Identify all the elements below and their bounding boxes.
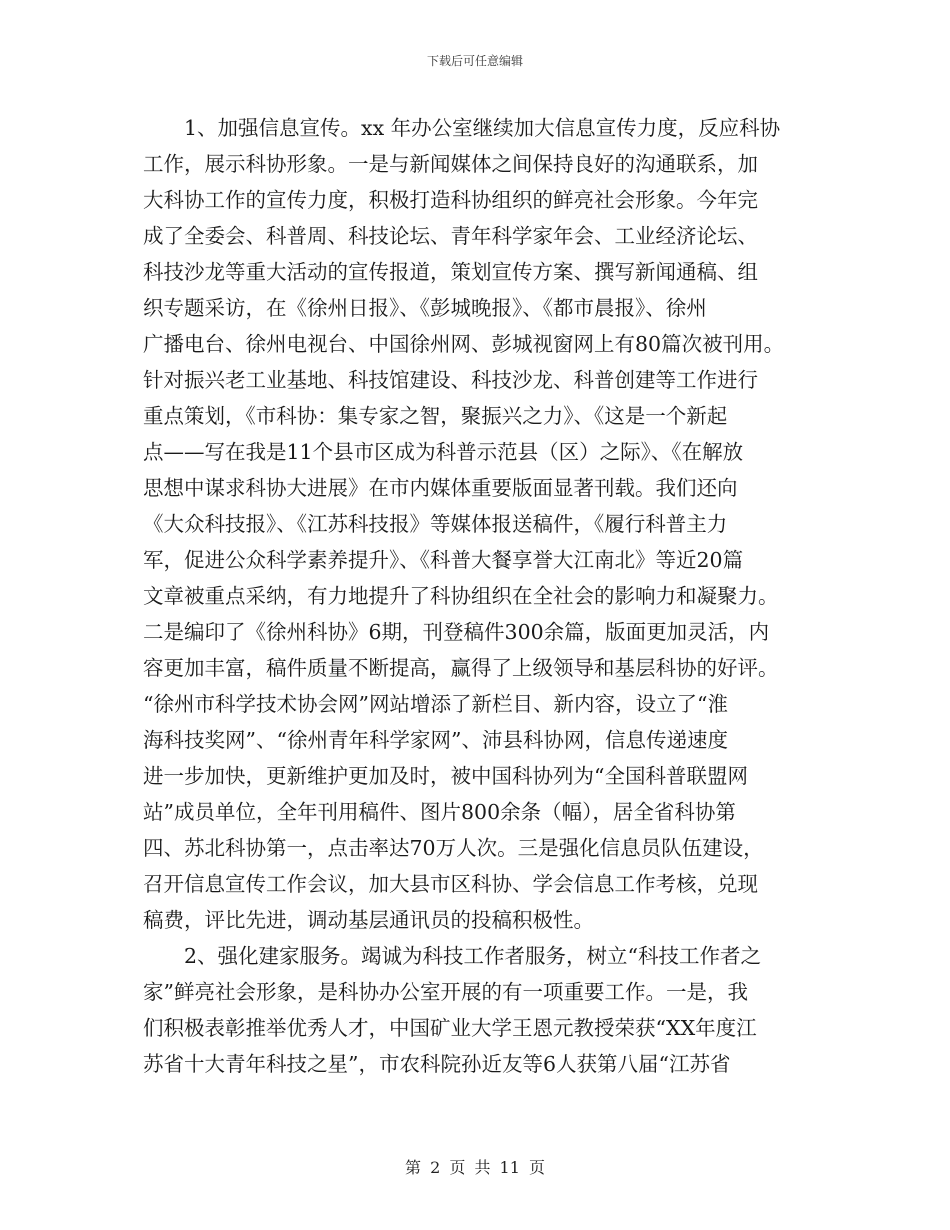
paragraph-line: 针对振兴老工业基地、科技馆建设、科技沙龙、科普创建等工作进行 [143, 368, 758, 392]
paragraph-line: 《大众科技报》、《江苏科技报》等媒体报送稿件，《履行科普主力 [143, 512, 728, 536]
page-footer: 第 2 页 共 11 页 [405, 1158, 545, 1177]
paragraph-line: 站”成员单位，全年刊用稿件、图片800余条（幅），居全省科协第 [143, 800, 736, 824]
paragraph-line: 成了全委会、科普周、科技论坛、青年科学家年会、工业经济论坛、 [143, 224, 758, 248]
paragraph-line: 2、强化建家服务。竭诚为科技工作者服务，树立“科技工作者之 [184, 944, 762, 968]
paragraph-line: 工作，展示科协形象。一是与新闻媒体之间保持良好的沟通联系，加 [143, 152, 758, 176]
paragraph-line: 广播电台、徐州电视台、中国徐州网、彭城视窗网上有80篇次被刊用。 [143, 332, 785, 356]
paragraph-line: 科技沙龙等重大活动的宣传报道，策划宣传方案、撰写新闻通稿、组 [143, 260, 758, 284]
paragraph-line: 思想中谋求科协大进展》在市内媒体重要版面显著刊载。我们还向 [143, 476, 738, 500]
paragraph-line: 二是编印了《徐州科协》6期，刊登稿件300余篇，版面更加灵活，内 [143, 620, 770, 644]
paragraph-line: 大科协工作的宣传力度，积极打造科协组织的鲜亮社会形象。今年完 [143, 188, 758, 212]
paragraph-line: 军，促进公众科学素养提升》、《科普大餐享誉大江南北》等近20篇 [143, 548, 744, 572]
paragraph-line: 1、加强信息宣传。xx 年办公室继续加大信息宣传力度，反应科协 [184, 116, 781, 140]
paragraph-line: 进一步加快，更新维护更加及时，被中国科协列为“全国科普联盟网 [143, 764, 748, 788]
paragraph-line: 文章被重点采纳，有力地提升了科协组织在全社会的影响力和凝聚力。 [143, 584, 779, 608]
paragraph-line: 苏省十大青年科技之星”，市农科院孙近友等6人获第八届“江苏省 [143, 1052, 731, 1076]
body-text [143, 110, 813, 1082]
paragraph-line: 们积极表彰推举优秀人才，中国矿业大学王恩元教授荣获“XX年度江 [143, 1016, 757, 1040]
paragraph-line: 家”鲜亮社会形象，是科协办公室开展的有一项重要工作。一是，我 [143, 980, 748, 1004]
page-header: 下载后可任意编辑 [426, 54, 523, 68]
paragraph-line: 召开信息宣传工作会议，加大县市区科协、学会信息工作考核，兑现 [143, 872, 758, 896]
paragraph-line: 重点策划，《市科协：集专家之智，聚振兴之力》、《这是一个新起 [143, 404, 728, 428]
paragraph-line: 容更加丰富，稿件质量不断提高，赢得了上级领导和基层科协的好评。 [143, 656, 779, 680]
paragraph-line: 稿费，评比先进，调动基层通讯员的投稿积极性。 [143, 908, 594, 932]
paragraph-line: 四、苏北科协第一，点击率达70万人次。三是强化信息员队伍建设， [143, 836, 764, 860]
paragraph-line: 点——写在我是11个县市区成为科普示范县（区）之际》、《在解放 [143, 440, 744, 464]
paragraph-line: 织专题采访，在《徐州日报》、《彭城晚报》、《都市晨报》、徐州 [143, 296, 707, 320]
paragraph-line: “徐州市科学技术协会网”网站增添了新栏目、新内容，设立了“淮 [143, 692, 728, 716]
paragraph-line: 海科技奖网”、“徐州青年科学家网”、沛县科协网，信息传递速度 [143, 728, 728, 752]
